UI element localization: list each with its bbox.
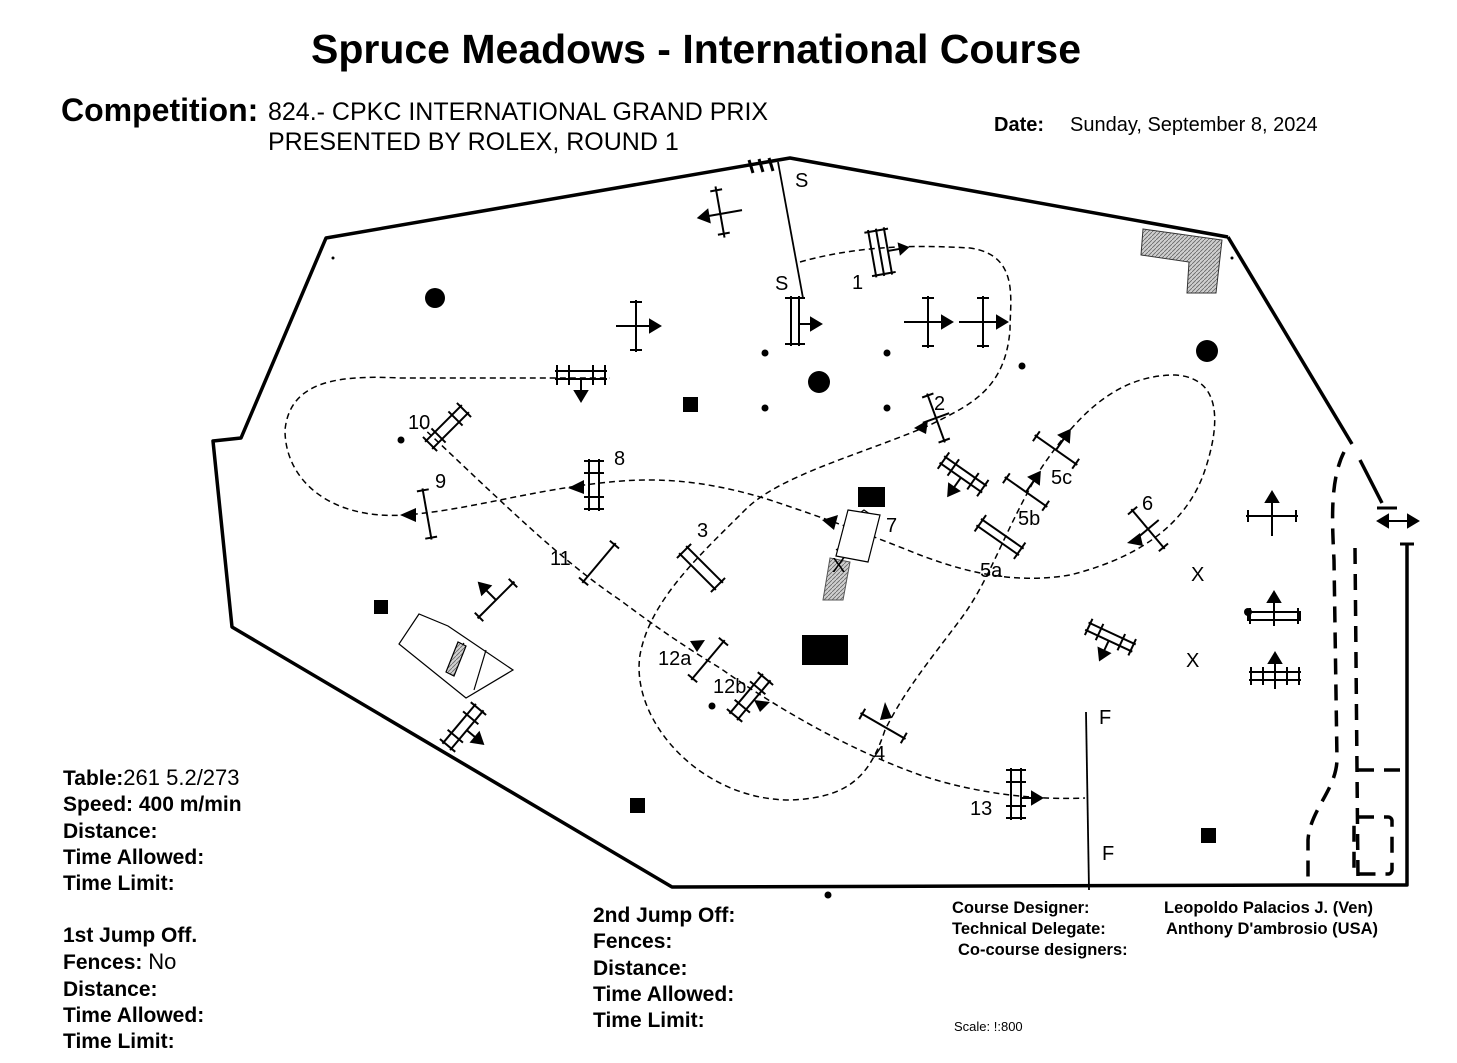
finish-line [1086,712,1089,890]
fence-decor-h [1246,492,1298,536]
table-label: Table: [63,767,124,790]
fence-practice-a [785,296,821,346]
fence-label-5a: 5a [980,560,1003,582]
fence-label-11: 11 [550,548,571,570]
fence-9 [417,487,438,540]
fence-label-5c: 5c [1051,467,1073,489]
fence-label-8: 8 [614,448,626,470]
course-route [285,246,1215,800]
finish-label-1: F [1099,707,1112,729]
time-limit-label: Time Limit: [63,872,175,896]
date-label: Date: [994,114,1045,136]
start-label-2: S [775,273,789,295]
jump-off-2-distance: Distance: [593,956,688,980]
marker-x-3: X [1186,650,1200,672]
jump-off-2-time-allowed: Time Allowed: [593,982,735,1006]
marker-x-1: X [832,555,846,577]
fence-decor-f [555,365,607,401]
marker-x-2: X [1191,564,1205,586]
jump-off-2-info [593,903,735,1034]
jump-off-2-heading: 2nd Jump Off: [593,904,736,927]
fence-decor-j [1249,653,1301,689]
fence-decor-b [694,183,746,242]
fence-label-13: 13 [970,798,993,820]
fence-1 [864,224,912,278]
jump-off-2-time-limit: Time Limit: [593,1009,705,1033]
jump-off-1-time-limit: Time Limit: [63,1030,175,1054]
fence-decor-k [1076,618,1137,671]
fence-13 [1006,768,1042,820]
fence-decor-e [959,296,1007,348]
fence-decor-i [1248,592,1300,626]
fence-label-2: 2 [934,393,946,415]
technical-delegate-label: Technical Delegate: [952,920,1106,938]
jump-off-1-info [63,923,204,1055]
course-labels [408,170,1204,865]
date-value: Sunday, September 8, 2024 [1070,114,1318,136]
fence-label-10: 10 [408,412,431,434]
scale-note: Scale: !:800 [954,1019,1023,1034]
fence-decor-l [461,565,519,623]
course-designer-label: Course Designer: [952,899,1090,917]
fence-11 [578,539,621,587]
fence-label-3: 3 [697,520,709,542]
jump-off-1-fences-label: Fences: [63,951,143,975]
arena-boundary [213,158,1407,887]
fence-label-12a: 12a [658,648,692,670]
fence-label-6: 6 [1142,493,1154,515]
table-value: 261 5.2/273 [123,765,240,790]
fence-label-1: 1 [852,272,864,294]
jump-off-1-heading: 1st Jump Off. [63,924,198,947]
fence-label-5b: 5b [1018,508,1041,530]
start-label-1: S [795,170,809,192]
finish-label-2: F [1102,843,1115,865]
water-ditch [399,614,513,698]
fence-label-9: 9 [435,471,447,493]
page-title: Spruce Meadows - International Course [310,26,1082,72]
speed: Speed: 400 m/min [63,793,242,817]
fence-label-4: 4 [874,743,886,765]
distance-label: Distance: [63,819,158,843]
officials [952,898,1379,961]
course-designer-name: Leopoldo Palacios J. (Ven) [1164,899,1374,917]
gate-double-arrow [1378,515,1418,527]
fence-5c [1031,415,1091,469]
gate-opening [749,158,1414,544]
jump-off-2-fences: Fences: [593,930,673,954]
fence-decor-c [616,300,660,352]
jump-off-1-time-allowed: Time Allowed: [63,1003,205,1027]
fence-decor-d [904,296,952,348]
fence-8 [584,459,604,511]
fence-3 [676,543,727,594]
time-allowed-label: Time Allowed: [63,845,205,869]
jump-off-1-distance: Distance: [63,977,158,1001]
route-arrows [400,420,1143,720]
technical-delegate-name: Anthony D'ambrosio (USA) [1166,920,1379,938]
jump-off-1-fences-value: No [148,949,177,975]
fence-decor-g [927,451,990,510]
competition-label: Competition: [61,92,259,128]
fence-label-12b: 12b [713,676,747,698]
grandstand-block [1141,229,1222,293]
arena-objects [332,257,1253,899]
competition-name-line2: PRESENTED BY ROLEX, ROUND 1 [268,128,679,156]
fence-label-7: 7 [886,515,898,537]
round-info [63,765,242,897]
co-designers-label: Co-course designers: [958,941,1128,959]
competition-name-line1: 824.- CPKC INTERNATIONAL GRAND PRIX [268,98,769,126]
service-lane [1308,452,1405,882]
